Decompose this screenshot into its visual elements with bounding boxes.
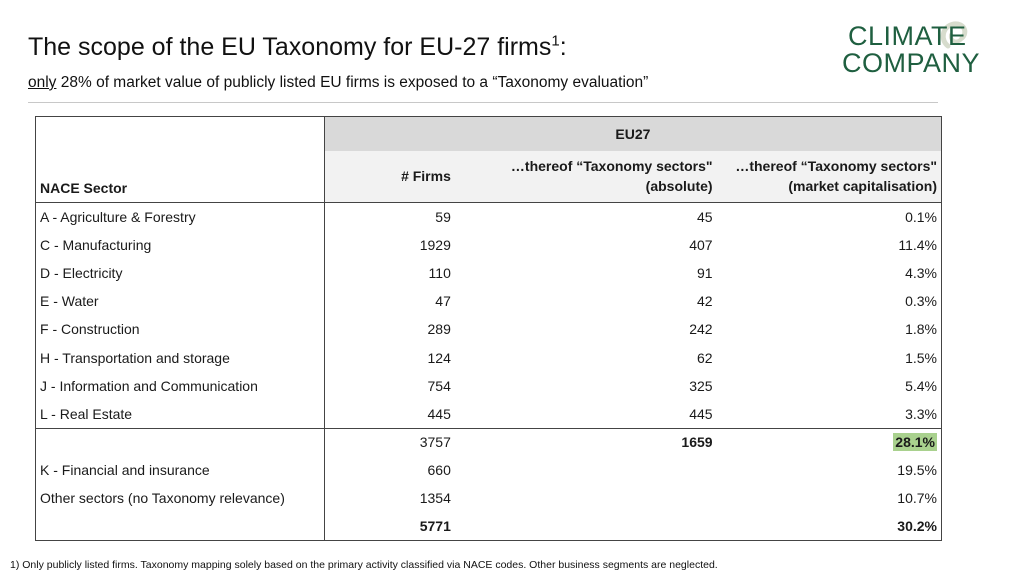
firms-cell: 660 xyxy=(427,462,451,479)
nace-sector-header: NACE Sector xyxy=(36,117,325,203)
firms-cell: 124 xyxy=(427,349,451,366)
total-mcap-cell: 30.2% xyxy=(897,518,937,535)
sector-cell: F - Construction xyxy=(36,315,325,343)
absolute-cell: 45 xyxy=(455,203,717,231)
mcap-cell: 19.5% xyxy=(897,462,937,479)
subtitle-underlined: only xyxy=(28,74,57,91)
sector-cell: C - Manufacturing xyxy=(36,231,325,259)
mcap-col-header xyxy=(717,151,942,203)
logo-line-2: COMPANY xyxy=(842,48,981,78)
slide-subtitle xyxy=(28,74,648,92)
firms-cell: 47 xyxy=(435,293,451,310)
table-header-group-row xyxy=(36,117,942,151)
absolute-cell: 62 xyxy=(696,349,713,366)
mcap-col-header-line1: …thereof “Taxonomy sectors" xyxy=(735,158,937,175)
absolute-cell: 407 xyxy=(689,236,713,253)
sector-cell: L - Real Estate xyxy=(36,400,325,428)
absolute-cell: 242 xyxy=(689,321,713,338)
sector-cell: J - Information and Communication xyxy=(36,372,325,400)
firms-cell: 110 xyxy=(428,264,451,281)
absolute-cell: 445 xyxy=(689,405,713,422)
table-row xyxy=(36,343,942,371)
taxonomy-table xyxy=(35,116,942,541)
table-row xyxy=(36,400,942,428)
firms-cell: 754 xyxy=(427,377,451,394)
subtotal-mcap-highlight: 28.1% xyxy=(895,434,935,451)
absolute-cell: 325 xyxy=(689,377,713,394)
firms-col-header: # Firms xyxy=(324,151,455,203)
mcap-cell: 1.8% xyxy=(905,321,937,338)
firms-cell: 289 xyxy=(427,321,451,338)
mcap-col-header-line2: (market capitalisation) xyxy=(788,178,937,195)
table-row xyxy=(36,372,942,400)
logo-line-1: CLIMATE xyxy=(848,21,967,51)
sector-cell: E - Water xyxy=(36,287,325,315)
firms-cell: 1929 xyxy=(419,236,451,253)
subtotal-firms-cell: 3757 xyxy=(324,428,455,456)
table-row xyxy=(36,287,942,315)
subtotal-row xyxy=(36,428,942,456)
absolute-cell xyxy=(455,484,717,512)
title-divider xyxy=(28,102,938,103)
total-absolute-cell xyxy=(455,513,717,541)
mcap-cell: 10.7% xyxy=(897,490,937,507)
table-row xyxy=(36,456,942,484)
subtotal-mcap-cell xyxy=(717,428,942,456)
climate-company-logo xyxy=(842,20,1002,80)
total-row xyxy=(36,513,942,541)
title-suffix: : xyxy=(559,33,567,61)
subtotal-absolute-cell: 1659 xyxy=(455,428,717,456)
mcap-cell: 0.1% xyxy=(717,203,942,231)
absolute-cell: 42 xyxy=(696,293,713,310)
title-footnote-marker: 1 xyxy=(551,32,560,50)
mcap-cell: 5.4% xyxy=(905,377,937,394)
firms-cell: 1354 xyxy=(419,490,451,507)
eu27-group-header: EU27 xyxy=(324,117,941,151)
slide-title xyxy=(28,33,567,62)
mcap-cell: 0.3% xyxy=(905,293,937,310)
absolute-col-header-line1: …thereof “Taxonomy sectors" xyxy=(510,158,713,175)
sector-cell: D - Electricity xyxy=(36,259,325,287)
sector-cell: A - Agriculture & Forestry xyxy=(36,203,325,231)
table-row xyxy=(36,259,942,287)
subtitle-text: 28% of market value of publicly listed EU firms is exposed to a “Taxonomy evaluation” xyxy=(56,74,649,91)
firms-cell: 59 xyxy=(324,203,455,231)
mcap-cell: 4.3% xyxy=(905,264,937,281)
firms-cell: 445 xyxy=(427,405,451,422)
sector-cell: Other sectors (no Taxonomy relevance) xyxy=(36,484,325,512)
absolute-cell xyxy=(455,456,717,484)
mcap-cell: 11.4% xyxy=(898,236,937,253)
subtotal-sector-cell xyxy=(36,428,325,456)
sector-cell: K - Financial and insurance xyxy=(36,456,325,484)
table-row xyxy=(36,315,942,343)
absolute-col-header xyxy=(455,151,717,203)
table-row xyxy=(36,203,942,231)
total-firms-cell: 5771 xyxy=(419,518,451,535)
mcap-cell: 1.5% xyxy=(905,349,937,366)
absolute-col-header-line2: (absolute) xyxy=(645,178,713,195)
table-row xyxy=(36,484,942,512)
slide-title-text: The scope of the EU Taxonomy for EU-27 firms xyxy=(28,33,552,61)
absolute-cell: 91 xyxy=(696,264,713,281)
sector-cell: H - Transportation and storage xyxy=(36,343,325,371)
mcap-cell: 3.3% xyxy=(905,405,937,422)
table-row xyxy=(36,231,942,259)
total-sector-cell xyxy=(36,513,325,541)
footnote: 1) Only publicly listed firms. Taxonomy mapping solely based on the primary activity classified via NACE codes. Other business segments are neglected. xyxy=(10,559,718,571)
